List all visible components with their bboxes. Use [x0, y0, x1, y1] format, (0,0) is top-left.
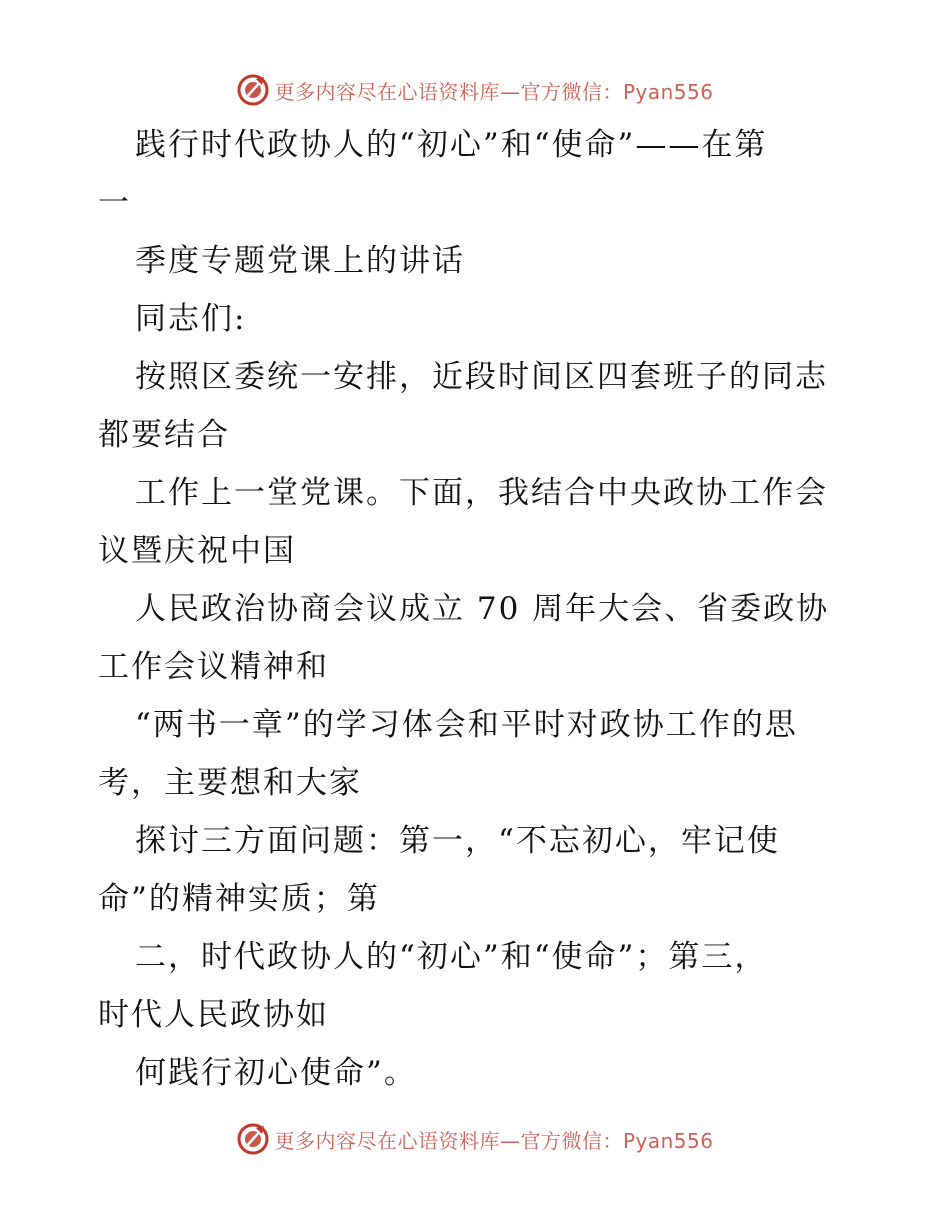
red-seal-logo-icon	[236, 73, 270, 107]
red-seal-logo-icon	[236, 1122, 270, 1156]
doc-line-8: 议暨庆祝中国	[98, 533, 296, 569]
doc-line-11: “两书一章”的学习体会和平时对政协工作的思	[135, 707, 798, 743]
header-watermark	[0, 70, 950, 110]
doc-line-6: 都要结合	[98, 417, 230, 453]
doc-line-salutation: 同志们:	[135, 301, 247, 337]
watermark-text: 更多内容尽在心语资料库—官方微信：Pyan556	[274, 79, 714, 104]
doc-line-7: 工作上一堂党课。下面，我结合中央政协工作会	[135, 475, 828, 511]
doc-line-title-1: 践行时代政协人的“初心”和“使命”——在第	[135, 127, 768, 163]
doc-line-10: 工作会议精神和	[98, 649, 329, 685]
footer-watermark	[0, 1119, 950, 1159]
doc-line-5: 按照区委统一安排，近段时间区四套班子的同志	[135, 359, 828, 395]
doc-line-15: 二，时代政协人的“初心”和“使命”；第三，	[135, 939, 768, 975]
doc-line-13: 探讨三方面问题：第一，“不忘初心，牢记使	[135, 823, 780, 859]
doc-line-14: 命”的精神实质；第	[98, 881, 380, 917]
doc-line-16: 时代人民政协如	[98, 997, 329, 1033]
watermark-text: 更多内容尽在心语资料库—官方微信：Pyan556	[274, 1128, 714, 1153]
doc-line-title-2: 一	[98, 185, 131, 221]
doc-line-12: 考，主要想和大家	[98, 765, 362, 801]
footer-watermark-content	[236, 1122, 713, 1156]
doc-line-title-3: 季度专题党课上的讲话	[135, 243, 465, 279]
doc-line-17: 何践行初心使命”。	[135, 1055, 417, 1091]
doc-line-9: 人民政治协商会议成立 70 周年大会、省委政协	[135, 591, 830, 627]
document-body	[98, 116, 858, 1102]
header-watermark-content	[236, 73, 713, 107]
